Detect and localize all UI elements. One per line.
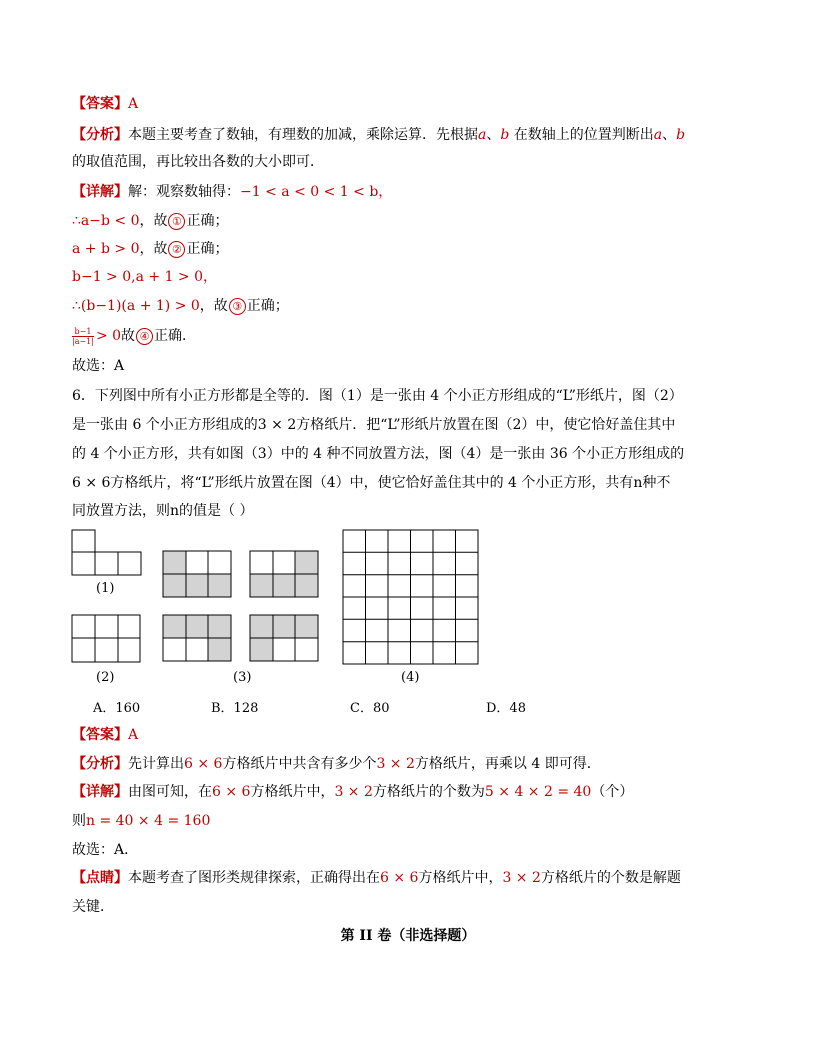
choice-text: 故选：A (72, 358, 125, 374)
q6-line-4: 6 × 6方格纸片，将“L”形纸片放置在图（4）中，使它恰好盖住其中的 4 个小正方形，共有n种不 (72, 475, 671, 491)
caption-fig-1: (1) (96, 581, 115, 596)
text: 方格纸片，再乘以 4 即可得． (414, 756, 601, 772)
math-var: b (676, 127, 686, 143)
fraction-numerator: b−1 (72, 327, 94, 337)
circled-number: ① (168, 213, 185, 230)
text: 正确； (246, 298, 289, 314)
sep: 、 (662, 127, 677, 143)
text: 方格纸片的个数是解题 (540, 870, 681, 886)
math-expr: 5 × 4 × 2 = 40 (484, 784, 592, 800)
text: 方格纸片的个数为 (372, 784, 485, 800)
figure-3-placements (163, 551, 318, 661)
answer-label: 【答案】 (72, 727, 128, 743)
detail-line-8 (72, 811, 210, 831)
analysis-text: 的取值范围，再比较出各数的大小即可． (72, 154, 324, 170)
figure-2-grid (72, 615, 140, 662)
caption-fig-2: (2) (96, 670, 115, 685)
text: 由图可知，在 (128, 784, 212, 800)
figure-1-l-shape (72, 530, 141, 575)
text: 方格纸片中共含有多少个 (222, 756, 377, 772)
text: ，故 (199, 298, 228, 314)
option-a: A．160 (93, 701, 141, 716)
text: （个） (591, 784, 634, 800)
circled-number: ④ (136, 328, 153, 345)
text: 正确． (154, 328, 197, 344)
answer-line-2 (72, 725, 138, 745)
answer-label: 【答案】 (72, 96, 128, 112)
math-var: a (478, 127, 487, 143)
detail-label: 【详解】 (72, 784, 128, 800)
text: 正确； (186, 213, 229, 229)
detail-choice-2: 故选：A． (72, 842, 139, 858)
q6-line-5: 同放置方法，则n的值是（ ） (72, 503, 254, 519)
comment-line-1 (72, 868, 681, 888)
q6-line-2: 是一张由 6 个小正方形组成的3 × 2方格纸片．把“L”形纸片放置在图（2）中，使它恰好盖住其中 (72, 417, 676, 433)
math-var: a (653, 127, 663, 143)
math-expr: n = 40 × 4 = 160 (86, 813, 211, 829)
math-expr: > 0 (95, 328, 122, 344)
answer-value: A (128, 727, 139, 743)
fraction-denominator: |a−1| (72, 336, 94, 346)
text: 方格纸片中， (418, 870, 503, 886)
option-d: D．48 (486, 701, 526, 716)
option-c: C．80 (350, 701, 390, 716)
circled-number: ③ (229, 298, 246, 315)
math-expr: 6 × 6 (184, 756, 223, 772)
detail-label: 【详解】 (72, 184, 128, 200)
comment-label: 【点睛】 (72, 870, 128, 886)
text: 则 (72, 813, 86, 829)
analysis-text: 本题主要考查了数轴，有理数的加减，乘除运算．先根据 (128, 127, 478, 143)
math-expr: 6 × 6 (212, 784, 251, 800)
section-title: 第 II 卷（非选择题） (340, 928, 476, 944)
caption-fig-3: (3) (233, 670, 252, 685)
math-expr: −1 < a < 0 < 1 < b， (240, 184, 393, 200)
math-var: b (500, 127, 510, 143)
math-expr: 3 × 2 (502, 870, 541, 886)
analysis-text: 在数轴上的位置判断出 (509, 127, 654, 143)
text: ，故 (139, 241, 168, 257)
math-expr: ∴(b−1)(a + 1) > 0 (72, 298, 200, 314)
math-expr: 6 × 6 (380, 870, 419, 886)
text: ，故 (139, 213, 168, 229)
circled-number: ② (168, 241, 185, 258)
analysis-line-3 (72, 754, 601, 774)
math-expr: ∴a−b < 0 (72, 213, 140, 229)
text: 先计算出 (128, 756, 184, 772)
math-expr: a + b > 0 (72, 241, 140, 257)
math-expr: 3 × 2 (376, 756, 415, 772)
text: 本题考查了图形类规律探索，正确得出在 (128, 870, 380, 886)
math-expr: b−1 > 0,a + 1 > 0， (72, 269, 218, 285)
text: 正确； (186, 241, 229, 257)
detail-text: 解：观察数轴得： (128, 184, 240, 200)
math-expr: 3 × 2 (334, 784, 373, 800)
text: 故 (121, 328, 136, 344)
answer-value: A (128, 96, 139, 112)
q6-line-1: 6．下列图中所有小正方形都是全等的．图（1）是一张由 4 个小正方形组成的“L”形纸片，图（2） (72, 388, 683, 404)
comment-line-2: 关键． (72, 899, 114, 915)
analysis-label: 【分析】 (72, 127, 128, 143)
option-b: B．128 (211, 701, 259, 716)
text: 方格纸片中， (250, 784, 335, 800)
analysis-label: 【分析】 (72, 756, 128, 772)
sep: 、 (486, 127, 501, 143)
detail-line-7 (72, 782, 633, 802)
caption-fig-4: (4) (401, 670, 420, 685)
q6-line-3: 的 4 个小正方形，共有如图（3）中的 4 种不同放置方法，图（4）是一张由 36 个小正方形组成的 (72, 446, 685, 462)
figure-4-grid (343, 530, 478, 664)
